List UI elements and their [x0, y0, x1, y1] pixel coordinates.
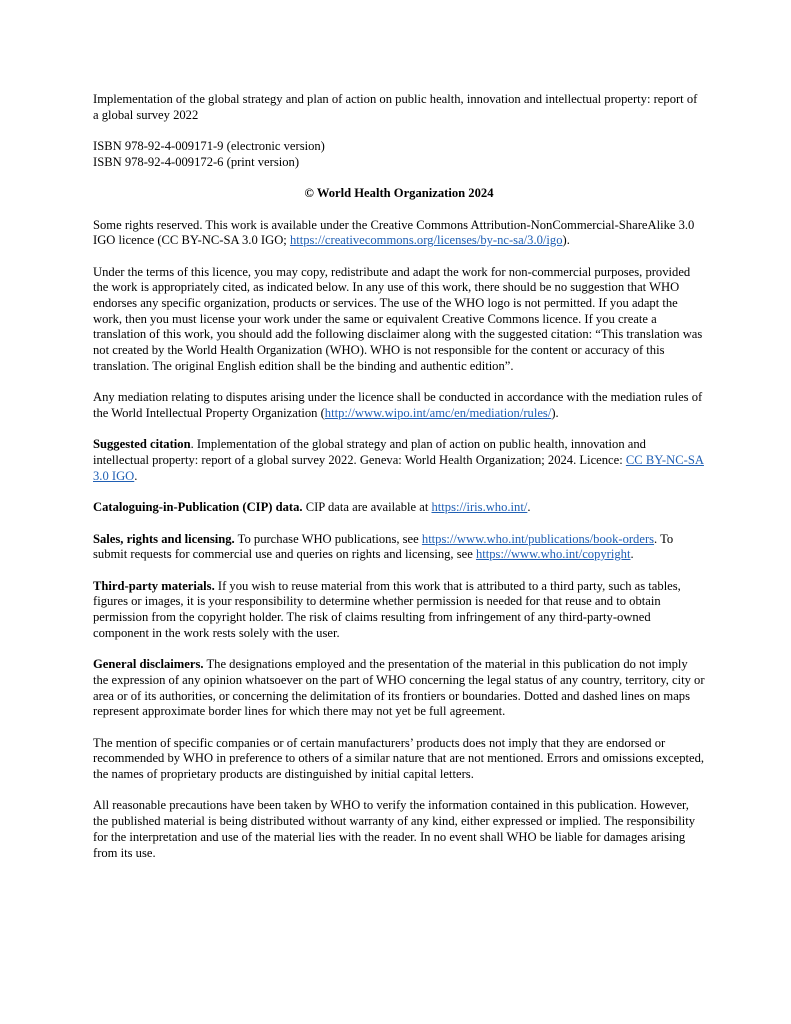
- cip-paragraph: Cataloguing-in-Publication (CIP) data. CIP data are available at https://iris.who.int/.: [93, 500, 531, 515]
- sales-heading: Sales, rights and licensing.: [93, 531, 235, 546]
- creative-commons-link[interactable]: https://creativecommons.org/licenses/by-nc-sa/3.0/igo: [289, 233, 563, 248]
- disclaimers-paragraph: General disclaimers. The designations employed and the presentation of the material in this publication do not imply the expression of any opinion whatsoever on the part of WHO concerning the legal status of any country, territory, city or area or of its authorities, or concerning the delimitation of its frontiers or boundaries. Dotted and dashed lines on maps represent approximate border lines for which there may not yet be full agreement.: [93, 657, 705, 719]
- licence-link[interactable]: CC BY-NC-SA 3.0 IGO: [93, 453, 704, 483]
- book-orders-link[interactable]: https://www.who.int/publications/book-orders: [421, 531, 655, 546]
- companies-paragraph: The mention of specific companies or of certain manufacturers’ products does not imply that they are endorsed or recommended by WHO in preference to others of a similar nature that are not mentioned. Errors and omissions excepted, the names of proprietary products are distinguished by initial capital letters.: [93, 735, 705, 782]
- copyright-page: [93, 92, 705, 877]
- rights-text: Some rights reserved. This work is available under the Creative Commons Attribution-NonCommercial-ShareAlike 3.0 IGO licence (CC BY-NC-SA 3.0 IGO;: [93, 217, 695, 248]
- wipo-mediation-link[interactable]: http://www.wipo.int/amc/en/mediation/rules/: [324, 405, 552, 420]
- copyright-notice: © World Health Organization 2024: [304, 186, 494, 201]
- disclaimers-heading: General disclaimers.: [93, 657, 204, 672]
- iris-link[interactable]: https://iris.who.int/: [431, 500, 528, 515]
- suggested-citation-heading: Suggested citation: [93, 437, 191, 452]
- mediation-paragraph: Any mediation relating to disputes arising under the licence shall be conducted in accordance with the mediation rules of the World Intellectual Property Organization (http://www.wipo.int/amc/en/mediation/rules/).: [93, 390, 703, 420]
- isbn-print: ISBN 978-92-4-009172-6 (print version): [93, 154, 300, 169]
- publication-title: Implementation of the global strategy and plan of action on public health, innovation and intellectual property: report of a global survey 2022: [93, 92, 698, 122]
- cip-heading: Cataloguing-in-Publication (CIP) data.: [93, 500, 303, 515]
- third-party-paragraph: Third-party materials. If you wish to reuse material from this work that is attributed to a third party, such as tables, figures or images, it is your responsibility to determine whether permission is needed for that reuse and to obtain permission from the copyright holder. The risk of claims resulting from infringement of any third-party-owned component in the work rests solely with the user.: [93, 578, 681, 640]
- suggested-citation-paragraph: Suggested citation. Implementation of the global strategy and plan of action on public health, innovation and intellectual property: report of a global survey 2022. Geneva: World Health Organization; 2024. Licence: CC BY-NC-SA 3.0 IGO.: [93, 437, 704, 483]
- copyright-link[interactable]: https://www.who.int/copyright: [475, 547, 631, 562]
- sales-paragraph: Sales, rights and licensing. To purchase WHO publications, see https://www.who.int/publications/book-orders. To submit requests for commercial use and queries on rights and licensing, see https://www.who.int/copyright.: [93, 531, 674, 562]
- isbn-block: [93, 139, 705, 170]
- precautions-paragraph: All reasonable precautions have been taken by WHO to verify the information contained in this publication. However, the published material is being distributed without warranty of any kind, either expressed or implied. The responsibility for the interpretation and use of the material lies with the reader. In no event shall WHO be liable for damages arising from its use.: [93, 798, 696, 860]
- isbn-electronic: ISBN 978-92-4-009171-9 (electronic version): [93, 139, 325, 154]
- rights-paragraph: Some rights reserved. This work is available under the Creative Commons Attribution-NonCommercial-ShareAlike 3.0 IGO licence (CC BY-NC-SA 3.0 IGO; https://creativecommons.org/licenses/by-nc-sa/3.0/igo).: [93, 217, 695, 248]
- third-party-heading: Third-party materials.: [93, 578, 215, 593]
- licence-terms-paragraph: Under the terms of this licence, you may copy, redistribute and adapt the work for non-commercial purposes, provided the work is appropriately cited, as indicated below. In any use of this work, there should be no suggestion that WHO endorses any specific organization, products or services. The use of the WHO logo is not permitted. If you adapt the work, then you must license your work under the same or equivalent Creative Commons licence. If you create a translation of this work, you should add the following disclaimer along with the suggested citation: “This translation was not created by the World Health Organization (WHO). WHO is not responsible for the content or accuracy of this translation. The original English edition shall be the binding and authentic edition”.: [93, 264, 703, 373]
